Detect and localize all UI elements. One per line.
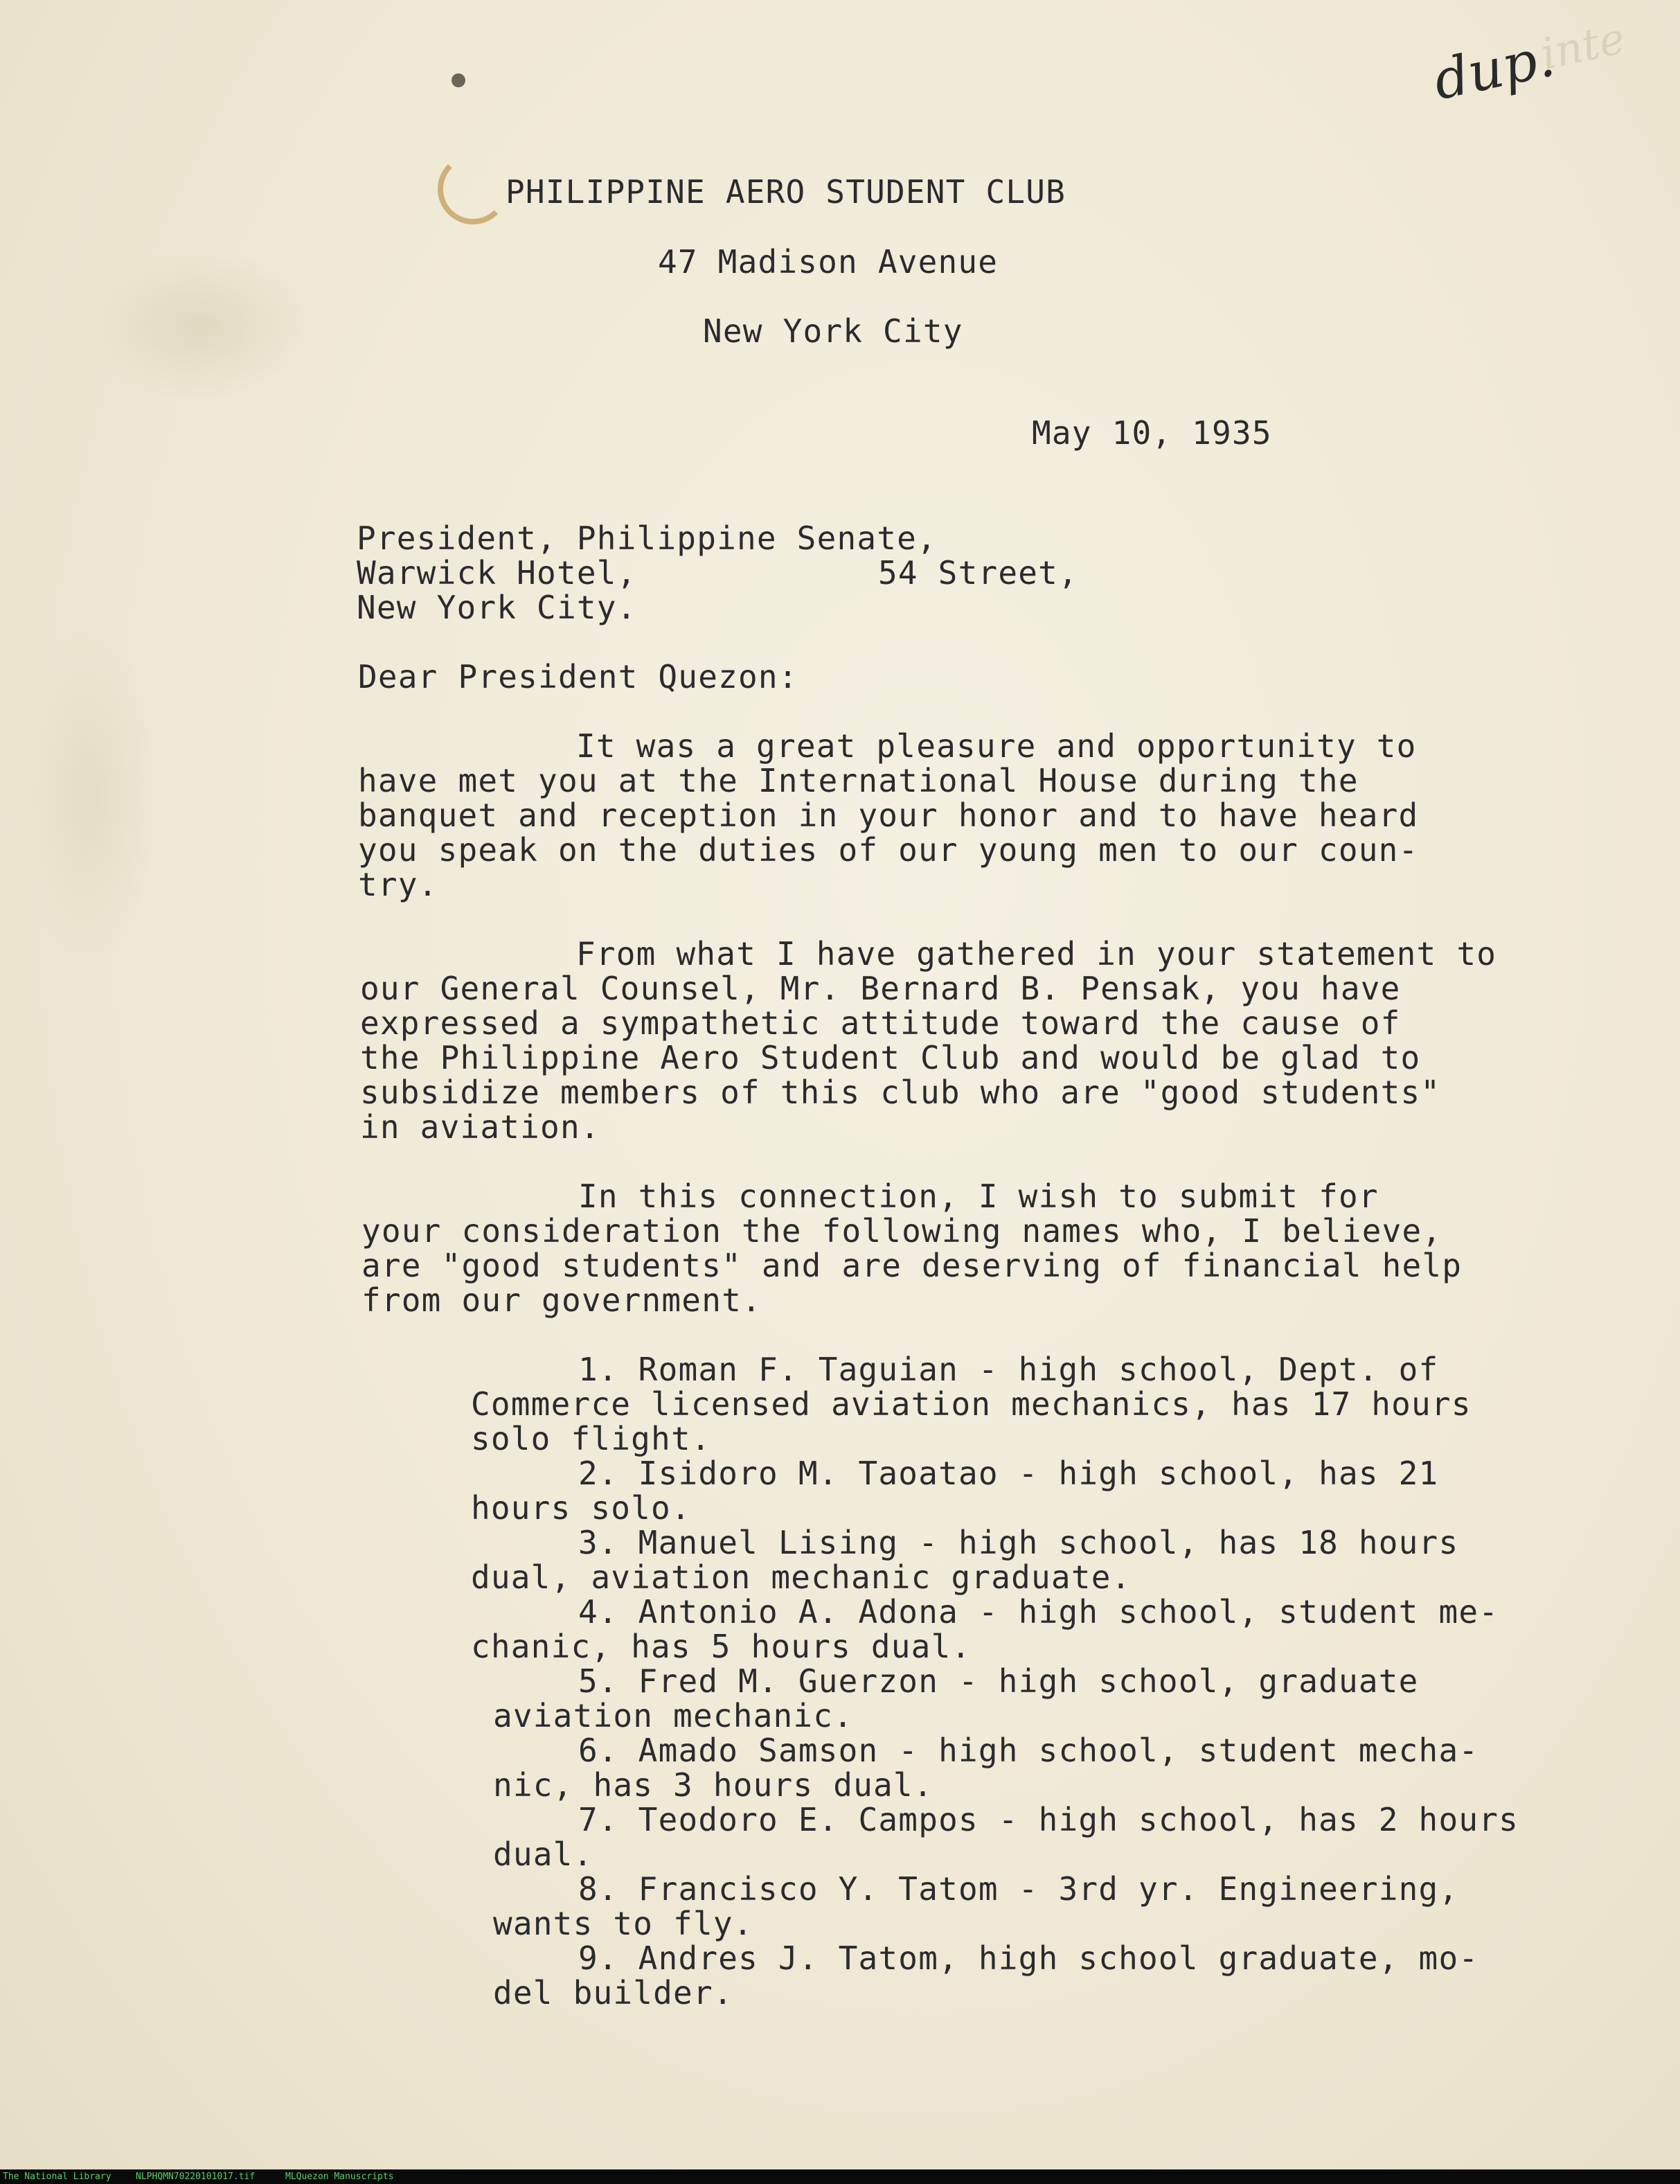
letterhead-address: 47 Madison Avenue: [658, 243, 999, 281]
student-item: 6. Amado Samson - high school, student mecha-: [578, 1732, 1479, 1769]
student-item: dual, aviation mechanic graduate.: [471, 1559, 1132, 1596]
paragraph-1-line: banquet and reception in your honor and to have heard: [358, 797, 1419, 834]
student-item: 7. Teodoro E. Campos - high school, has 2 hours: [578, 1801, 1519, 1838]
handwritten-annotation: dup.: [1428, 26, 1560, 113]
archive-footer: [0, 2169, 1680, 2184]
paragraph-2-line: From what I have gathered in your statement to: [576, 935, 1497, 973]
student-item: wants to fly.: [493, 1905, 753, 1942]
student-item: 9. Andres J. Tatom, high school graduate, mo-: [578, 1939, 1479, 1977]
student-item: Commerce licensed aviation mechanics, has 17 hours: [471, 1385, 1472, 1423]
letterhead-org: PHILIPPINE AERO STUDENT CLUB: [506, 173, 1066, 211]
paragraph-1-line: have met you at the International House during the: [358, 762, 1359, 799]
paragraph-3-line: from our government.: [361, 1281, 762, 1319]
paragraph-3-line: are "good students" and are deserving of financial help: [361, 1247, 1463, 1284]
recipient-hotel: Warwick Hotel,: [357, 554, 637, 592]
paperclip-rust-mark: [438, 154, 508, 224]
paragraph-3-line: In this connection, I wish to submit for: [578, 1178, 1379, 1215]
punch-hole: [452, 73, 465, 87]
student-item: 3. Manuel Lising - high school, has 18 hours: [578, 1524, 1459, 1561]
paragraph-2-line: expressed a sympathetic attitude toward the cause of: [360, 1004, 1401, 1042]
footer-collection: MLQuezon Manuscripts: [285, 2172, 394, 2182]
paragraph-1-line: try.: [358, 866, 438, 903]
handwritten-annotation-faint: inte: [1536, 12, 1629, 80]
letter-date: May 10, 1935: [1032, 414, 1272, 452]
student-item: chanic, has 5 hours dual.: [471, 1628, 972, 1665]
recipient-line-3: New York City.: [357, 589, 637, 626]
student-item: 8. Francisco Y. Tatom - 3rd yr. Engineering,: [578, 1870, 1459, 1908]
student-item: solo flight.: [471, 1420, 711, 1457]
student-item: 2. Isidoro M. Taoatao - high school, has 21: [578, 1455, 1439, 1492]
footer-library: The National Library: [3, 2172, 111, 2182]
student-item: 1. Roman F. Taguian - high school, Dept. of: [578, 1351, 1439, 1388]
paragraph-2-line: our General Counsel, Mr. Bernard B. Pensak, you have: [360, 970, 1401, 1007]
paper-stain: [21, 623, 159, 970]
paragraph-2-line: subsidize members of this club who are "good students": [360, 1074, 1441, 1111]
paragraph-1-line: you speak on the duties of our young men to our coun-: [358, 831, 1419, 869]
student-item: hours solo.: [471, 1489, 691, 1527]
paragraph-2-line: the Philippine Aero Student Club and would be glad to: [360, 1039, 1421, 1076]
paper-stain: [83, 249, 319, 402]
letterhead-city: New York City: [703, 312, 963, 350]
student-item: 5. Fred M. Guerzon - high school, graduate: [578, 1662, 1419, 1700]
paragraph-1-line: It was a great pleasure and opportunity to: [576, 727, 1417, 765]
footer-file: NLPHQMN70220101017.tif: [136, 2172, 256, 2182]
student-item: 4. Antonio A. Adona - high school, student me-: [578, 1593, 1499, 1631]
student-item: aviation mechanic.: [493, 1697, 854, 1734]
student-item: del builder.: [493, 1974, 733, 2012]
student-item: dual.: [493, 1836, 593, 1873]
paragraph-2-line: in aviation.: [360, 1108, 600, 1146]
recipient-line-1: President, Philippine Senate,: [357, 520, 937, 557]
student-item: nic, has 3 hours dual.: [493, 1766, 933, 1804]
paragraph-3-line: your consideration the following names who, I believe,: [361, 1212, 1442, 1250]
recipient-street: 54 Street,: [878, 554, 1078, 592]
salutation: Dear President Quezon:: [358, 658, 798, 695]
